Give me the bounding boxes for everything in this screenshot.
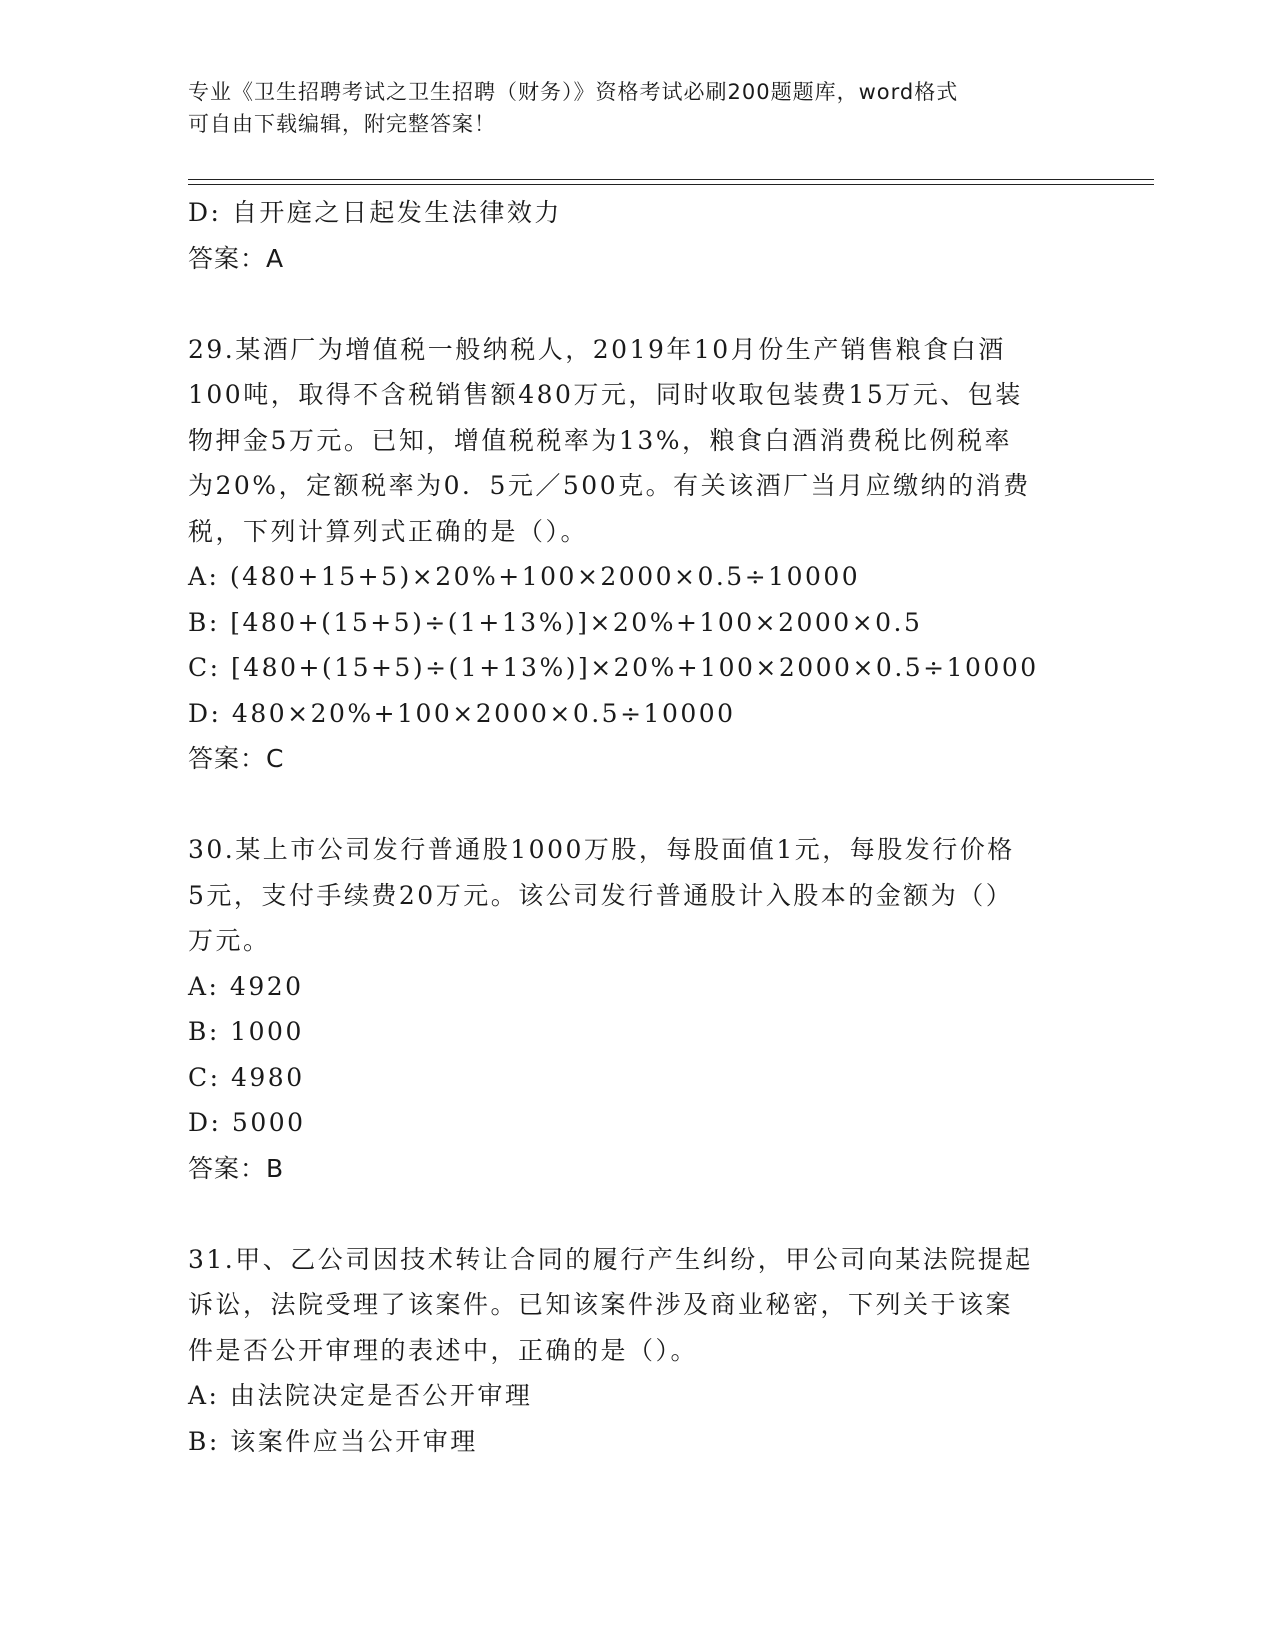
question-29-text-line-2: 100吨，取得不含税销售额480万元，同时收取包装费15万元、包装: [188, 380, 1023, 409]
question-30: [188, 827, 1088, 1191]
question-29-answer: 答案：C: [188, 744, 285, 773]
question-29-text-line-5: 税，下列计算列式正确的是（）。: [188, 516, 589, 546]
question-31: [188, 1237, 1088, 1465]
question-29-text-line-1: 29.某酒厂为增值税一般纳税人，2019年10月份生产销售粮食白酒: [188, 334, 1006, 364]
question-29-option-d: D: 480×20%+100×2000×0.5÷10000: [188, 698, 736, 728]
question-30-option-b: B: 1000: [188, 1017, 304, 1046]
header-divider-thin: [188, 184, 1154, 185]
header-title-line-1: 专业《卫生招聘考试之卫生招聘（财务）》资格考试必刷200题题库，word格式: [188, 80, 959, 104]
question-31-option-b: B: 该案件应当公开审理: [188, 1426, 478, 1456]
document-header: [188, 76, 1068, 140]
spacer: [188, 782, 1088, 828]
prev-question-answer: 答案：A: [188, 243, 285, 273]
header-divider-thick: [188, 179, 1154, 180]
question-29: [188, 327, 1088, 782]
question-30-answer: 答案：B: [188, 1153, 285, 1183]
question-31-text-line-2: 诉讼，法院受理了该案件。已知该案件涉及商业秘密，下列关于该案: [188, 1290, 1014, 1319]
question-29-option-b: B: [480+(15+5)÷(1+13%)]×20%+100×2000×0.5: [188, 607, 923, 637]
question-30-option-d: D: 5000: [188, 1108, 306, 1137]
question-30-option-c: C: 4980: [188, 1062, 305, 1092]
question-31-text-line-1: 31.甲、乙公司因技术转让合同的履行产生纠纷，甲公司向某法院提起: [188, 1244, 1033, 1274]
question-29-text-line-4: 为20%，定额税率为0．5元／500克。有关该酒厂当月应缴纳的消费: [188, 471, 1031, 500]
question-29-option-a: A: (480+15+5)×20%+100×2000×0.5÷10000: [188, 562, 861, 591]
question-29-option-c: C: [480+(15+5)÷(1+13%)]×20%+100×2000×0.5÷10000: [188, 653, 1039, 682]
question-31-option-a: A: 由法院决定是否公开审理: [188, 1381, 533, 1410]
question-29-text-line-3: 物押金5万元。已知，增值税税率为13%，粮食白酒消费税比例税率: [188, 425, 1012, 455]
question-content: [188, 190, 1088, 1464]
question-30-text-line-2: 5元，支付手续费20万元。该公司发行普通股计入股本的金额为（）: [188, 880, 1014, 910]
spacer: [188, 281, 1088, 327]
question-30-option-a: A: 4920: [188, 971, 304, 1001]
question-30-text-line-3: 万元。: [188, 926, 271, 955]
question-31-text-line-3: 件是否公开审理的表述中，正确的是（）。: [188, 1335, 699, 1365]
header-title-line-2: 可自由下载编辑，附完整答案！: [188, 112, 496, 136]
spacer: [188, 1191, 1088, 1237]
question-30-text-line-1: 30.某上市公司发行普通股1000万股，每股面值1元，每股发行价格: [188, 835, 1015, 864]
prev-question-option-d: D: 自开庭之日起发生法律效力: [188, 198, 562, 227]
